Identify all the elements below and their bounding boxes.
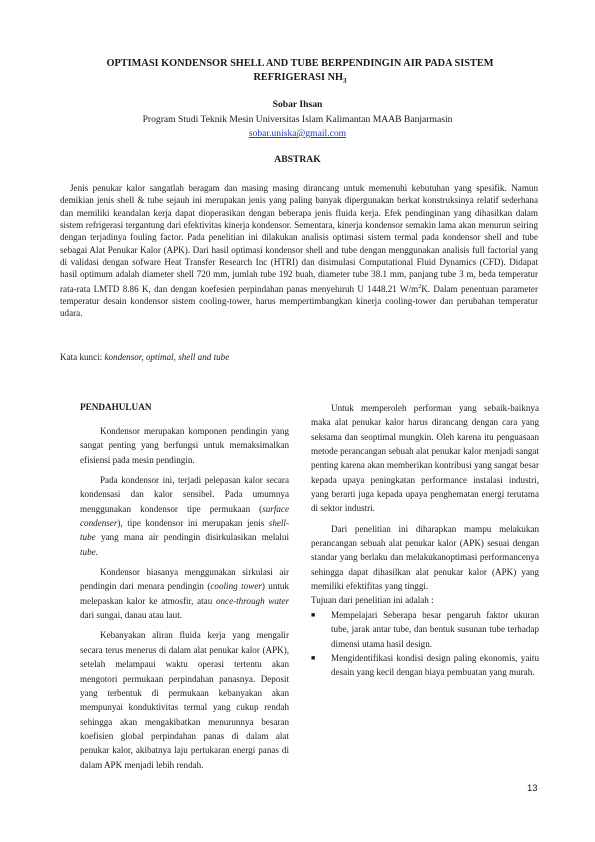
author-affiliation: Program Studi Teknik Mesin Universitas Islam Kalimantan MAAB Banjarmasin (142, 114, 453, 125)
list-item-text: Mempelajari Seberapa besar pengaruh faktor ukuran tube, jarak antar tube, dan bentuk susunan tube terhadap dimensi utama hasil design. (331, 609, 539, 649)
author-email (0, 128, 595, 139)
title-subscript: 3 (343, 77, 347, 86)
abstract-superscript: 2 (418, 283, 422, 290)
abstract-heading: ABSTRAK (274, 154, 321, 165)
keywords-label: Kata kunci: (60, 352, 105, 362)
list-item (311, 608, 539, 651)
left-column (80, 424, 289, 772)
list-item-text: Mengidentifikasi kondisi design paling ekonomis, yaitu desain yang kecil dengan biaya pembuatan yang murah. (331, 652, 539, 678)
abstract-text-1: Jenis penukar kalor sangatlah beragam dan masing masing dirancang untuk memenuhi kebutuhan yang spesifik. Namun demikian jenis shell & tube sejauh ini merupakan jenis yang paling banyak dipergunakan berkat konstruksinya relatif sederhana dan memiliki keandalan kerja dapat dioperasikan dengan beberapa jenis fluida kerja. Efek pendinginan yang dihasilkan dalam sistem refrigerasi tergantung dari efektivitas kinerja kondensor. Sementara, kinerja kondensor semakin lama akan menurun seiring dengan terjadinya fouling factor. Pada penelitian ini dilakukan analisis optimasi sistem termal pada kondensor shell and tube sebagai Alat Penukar Kalor (APK). Dari hasil optimasi kondensor shell and tube dengan menggunakan analisis full factorial yang di validasi dengan sofware Heat Transfer Research Inc (HTRI) dan disimulasi Computational Fluid Dynamics (CFD). Didapat hasil optimum adalah diameter shell 720 mm, jumlah tube 192 buah, diameter tube 38.1 mm, panjang tube 3 m, beda temperatur rata-rata LMTD 8.86 K, dan dengan koefesien perpindahan panas menyeluruh U 1448.21 W/m (60, 183, 538, 294)
right-paragraph-1: Untuk memperoleh performan yang sebaik-baiknya maka alat penukar kalor harus dirancang dengan cara yang seksama dan seoptimal mungkin. Oleh karena itu penguasaan metode perancangan sebuah alat penukar kalor menjadi sangat penting karena akan memberikan kontribusi yang sangat besar kepada upaya peningkatan performance instalasi industri, yang berarti juga kepada upaya penghematan energi terutama di sektor industri. (311, 403, 539, 514)
paper-title: OPTIMASI KONDENSOR SHELL AND TUBE BERPENDINGIN AIR PADA SISTEM REFRIGERASI $NH_3$ (106, 58, 494, 86)
keywords-terms: kondensor, optimal, shell and tube (104, 352, 230, 362)
author-name: Sobar Ihsan (272, 99, 323, 110)
bullet-icon: ■ (311, 653, 316, 662)
bullet-icon: ■ (311, 610, 316, 619)
left-paragraph-1: Kondensor merupakan komponen pendingin yang sangat penting yang berfungsi untuk memaksimalkan efisiensi pada mesin pendingin. (80, 426, 289, 465)
right-paragraph-2: Dari penelitian ini diharapkan mampu melakukan perancangan sebuah alat penukar kalor (APK) sesuai dengan standar yang berlaku dan melakukanoptimasi performancenya sehingga dapat dihasilkan alat penukar kalor (APK) yang memiliki efektifitas yang tinggi. (311, 523, 539, 592)
left-paragraph-3: Kondensor biasanya menggunakan sirkulasi air pendingin dari menara pendingin (cooling tower) untuk melepaskan kalor ke atmosfir, atau once-through water dari sungai, danau atau laut. (80, 567, 290, 621)
right-column (311, 401, 539, 680)
objectives-list (311, 608, 539, 680)
left-paragraph-2: Pada kondensor ini, terjadi pelepasan kalor secara kondensasi dan kalor sensibel. Pada umumnya menggunakan kondensor tipe permukaan (surface condenser), tipe kondensor ini merupakan jenis shell-tube yang mana air pendingin disirkulasikan melalui tube. (80, 475, 289, 557)
page-number: 13 (527, 783, 538, 794)
abstract-body (60, 182, 538, 320)
list-item (311, 651, 539, 680)
email-link[interactable]: sobar.uniska@gmail.com (248, 128, 347, 139)
keywords (60, 352, 538, 362)
abstract-text-2: K. Dalam penentuan parameter temperatur desain kondensor sistem cooling-tower, harus mempertimbangkan kinerja cooling-tower dan perubahan temperatur udara. (60, 283, 538, 319)
left-paragraph-4: Kebanyakan aliran fluida kerja yang mengalir secara terus menerus di dalam alat penukar kalor (APK), setelah melampaui waktu operasi tertentu akan mengotori permukaan perpindahan panasnya. Deposit yang terbentuk di permukaan kebanyakan akan mempunyai konduktivitas termal yang cukup rendah sehingga akan mengakibatkan menurunnya besaran koefisien global perpindahan panas di dalam alat penukar kalor, akibatnya laju pertukaran energi panas di dalam APK menjadi lebih rendah. (80, 630, 289, 770)
section-heading: PENDAHULUAN (80, 402, 152, 412)
objectives-intro: Tujuan dari penelitian ini adalah : (311, 595, 434, 606)
